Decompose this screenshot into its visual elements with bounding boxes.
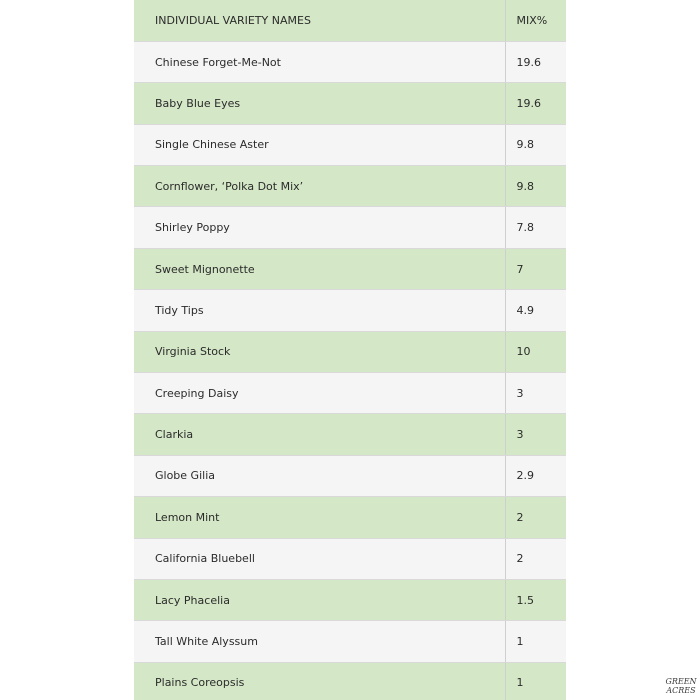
variety-mix-table: [134, 0, 566, 700]
variety-name: Plains Coreopsis: [134, 662, 505, 700]
variety-name: Shirley Poppy: [134, 207, 505, 248]
table-row: [134, 662, 566, 700]
table-header-row: [134, 0, 566, 41]
variety-name: Tidy Tips: [134, 290, 505, 331]
mix-percent: 9.8: [505, 166, 566, 207]
mix-percent: 2: [505, 497, 566, 538]
mix-percent: 1: [505, 662, 566, 700]
table-row: [134, 248, 566, 289]
mix-percent: 7.8: [505, 207, 566, 248]
table-row: [134, 414, 566, 455]
variety-name: Tall White Alyssum: [134, 621, 505, 662]
header-mix-percent: MIX%: [505, 0, 566, 41]
header-variety-names: INDIVIDUAL VARIETY NAMES: [134, 0, 505, 41]
logo-text-line1: GREEN: [665, 677, 697, 686]
mix-percent: 10: [505, 331, 566, 372]
variety-name: Virginia Stock: [134, 331, 505, 372]
variety-name: Chinese Forget-Me-Not: [134, 41, 505, 82]
variety-name: Sweet Mignonette: [134, 248, 505, 289]
mix-percent: 1.5: [505, 579, 566, 620]
variety-name: Cornflower, ‘Polka Dot Mix’: [134, 166, 505, 207]
mix-percent: 3: [505, 414, 566, 455]
mix-percent: 4.9: [505, 290, 566, 331]
mix-percent: 1: [505, 621, 566, 662]
table-row: [134, 166, 566, 207]
variety-name: California Bluebell: [134, 538, 505, 579]
mix-percent: 3: [505, 373, 566, 414]
table-row: [134, 41, 566, 82]
green-acres-logo: [664, 674, 698, 698]
table-row: [134, 455, 566, 496]
table-row: [134, 621, 566, 662]
variety-name: Clarkia: [134, 414, 505, 455]
mix-percent: 9.8: [505, 124, 566, 165]
variety-name: Lemon Mint: [134, 497, 505, 538]
variety-table-container: [134, 0, 566, 700]
mix-percent: 2: [505, 538, 566, 579]
table-row: [134, 207, 566, 248]
table-row: [134, 124, 566, 165]
table-row: [134, 579, 566, 620]
variety-name: Baby Blue Eyes: [134, 83, 505, 124]
mix-percent: 7: [505, 248, 566, 289]
variety-name: Creeping Daisy: [134, 373, 505, 414]
table-row: [134, 290, 566, 331]
logo-text-line2: ACRES: [666, 686, 696, 695]
table-row: [134, 331, 566, 372]
table-row: [134, 83, 566, 124]
mix-percent: 19.6: [505, 83, 566, 124]
table-row: [134, 373, 566, 414]
variety-name: Lacy Phacelia: [134, 579, 505, 620]
variety-name: Single Chinese Aster: [134, 124, 505, 165]
mix-percent: 19.6: [505, 41, 566, 82]
variety-name: Globe Gilia: [134, 455, 505, 496]
table-row: [134, 538, 566, 579]
mix-percent: 2.9: [505, 455, 566, 496]
table-row: [134, 497, 566, 538]
